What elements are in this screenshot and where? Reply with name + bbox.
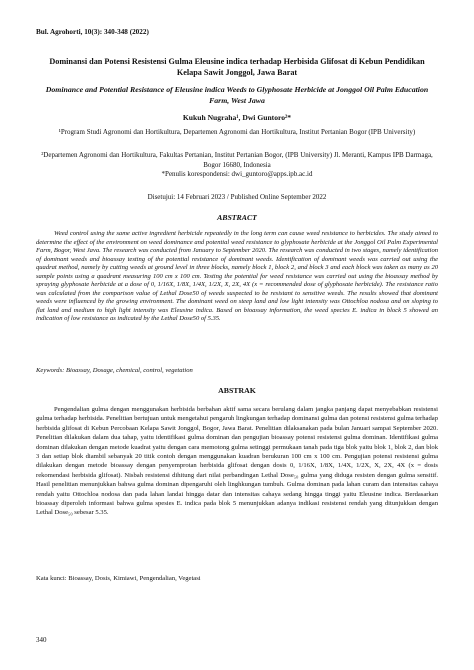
journal-header: Bul. Agrohorti, 10(3): 340-348 (2022) [36,28,149,36]
title-english: Dominance and Potential Resistance of Eleusine indica Weeds to Glyphosate Herbicide at Jonggol Oil Palm Education Farm, West Jawa [45,85,429,105]
correspondence-email[interactable]: *Penulis korespondensi: dwi_guntoro@apps.ipb.ac.id [161,170,313,179]
keywords-indonesian: Kata kunci: Bioassay, Dosis, Kimiawi, Pengendalian, Vegetasi [36,575,201,582]
affiliation-2-text: ²Departemen Agronomi dan Hortikultura, Fakultas Pertanian, Institut Pertanian Bogor, (IPB University) Jl. Meranti, Kampus IPB Darmaga, Bogor 16680, Indonesia [41,151,433,169]
authors: Kukuh Nugraha¹, Dwi Guntoro²* [182,113,292,122]
keywords-english: Keywords: Bioassay, Dosage, chemical, control, vegetation [36,367,193,374]
page-number: 340 [36,636,47,644]
title-indonesian: Dominansi dan Potensi Resistensi Gulma Eleusine indica terhadap Herbisida Glifosat di Kebun Pendidikan Kelapa Sawit Jonggol, Jawa Barat [49,57,425,77]
affiliation-2 [40,151,434,180]
abstract-english: Weed control using the same active ingredient herbicide repeatedly in the long term can cause weed resistance to herbicides. The study aimed to determine the effect of the environment on weed dominance and potential weed resistance to glyphosate herbicide at the Jonggol Oil Palm Experimental Farm, Bogor, West Java. The research was conducted from January to September 2020. The research was conducted in two stages, namely identification of dominant weeds and bioassay testing of the potential resistance of dominant weeds. Identification of dominant weeds was carried out using the quadrat method, namely by cutting weeds at ground level in three blocks, namely block 1, block 2, and block 3 and each block was taken as many as 20 sample points using a quadrant measuring 100 cm x 100 cm. Testing the potential for weed resistance was carried out using the bioassay method by spraying glyphosate herbicide at a dose of 0, 1/16X, 1/8X, 1/4X, 1/2X, X, 2X, 4X (x = recommended dose of glyphosate herbicide). The resistance ratio was calculated from the comparison value of Lethal Dose50 of weeds suspected to be resistant to sensitive weeds. The results showed that dominant weeds were influenced by the growing environment. The dominant weed on steep land and low light intensity was Ottochloa nodosa and on sloping to flat land and medium to high light intensity was Eleusine indica. Based on bioassay information, the weed species E. indica in block 5 showed an indication of low resistance as indicated by the Lethal Dose50 of 5.35. [36,230,438,323]
publication-dates: Disetujui: 14 Februari 2023 / Published Online September 2022 [147,193,327,201]
affiliation-1: ¹Program Studi Agronomi dan Hortikultura, Departemen Agronomi dan Hortikultura, Institut Pertanian Bogor (IPB University) [58,128,416,136]
abstrak-indonesian: Pengendalian gulma dengan menggunakan herbisida berbahan aktif sama secara berulang dalam jangka panjang dapat menyebabkan resistensi gulma terhadap herbisida. Penelitian bertujuan untuk mengetahui pengaruh lingkungan terhadap dominansi gulma dan potensi resistensi gulma terhadap herbisida glifosat di Kebun Percobaan Kelapa Sawit Jonggol, Bogor, Jawa Barat. Penelitian dilaksanakan pada bulan Januari sampai September 2020. Penelitian dilakukan dalam dua tahap, yaitu identifikasi gulma dominan dan pengujian bioassay potensi resistensi gulma dominan. Identifikasi gulma dominan dilakukan dengan metode kuadrat yaitu dengan cara memotong gulma setinggi permukaan tanah pada tiga blok yaitu blok 1, blok 2, dan blok 3 dan setiap blok diambil sebanyak 20 titik contoh dengan menggunakan kuadran berukuran 100 cm x 100 cm. Pengujian potensi resistensi gulma dilakukan dengan metode bioassay dengan penyemprotan herbisida glifosat dengan dosis 0, 1/16X, 1/8X, 1/4X, 1/2X, X, 2X, 4X (x = dosis rekomendasi herbisida glifosat). Nisbah resistensi dihitung dari nilai perbandingan Lethal Dose₅₀ gulma yang diduga resisten dengan gulma sensitif. Hasil penelitian menunjukkan bahwa gulma dominan dipengaruhi oleh linghkungan tumbuh. Gulma dominan pada lahan curam dan intensitas cahaya rendah yaitu Ottochloa nodosa dan pada lahan landai hingga datar dan intensitas cahaya sedang hingga tinggi yaitu Eleusine indica. Berdasarkan bioassay diperoleh informasi bahwa gulma spesies E. indica pada blok 5 menunjukkan adanya indikasi resistensi rendah yang ditunjukkan dengan Lethal Dose₅₀ sebesar 5.35. [36,406,438,517]
abstrak-heading: ABSTRAK [218,386,256,395]
abstract-heading: ABSTRACT [217,213,257,222]
